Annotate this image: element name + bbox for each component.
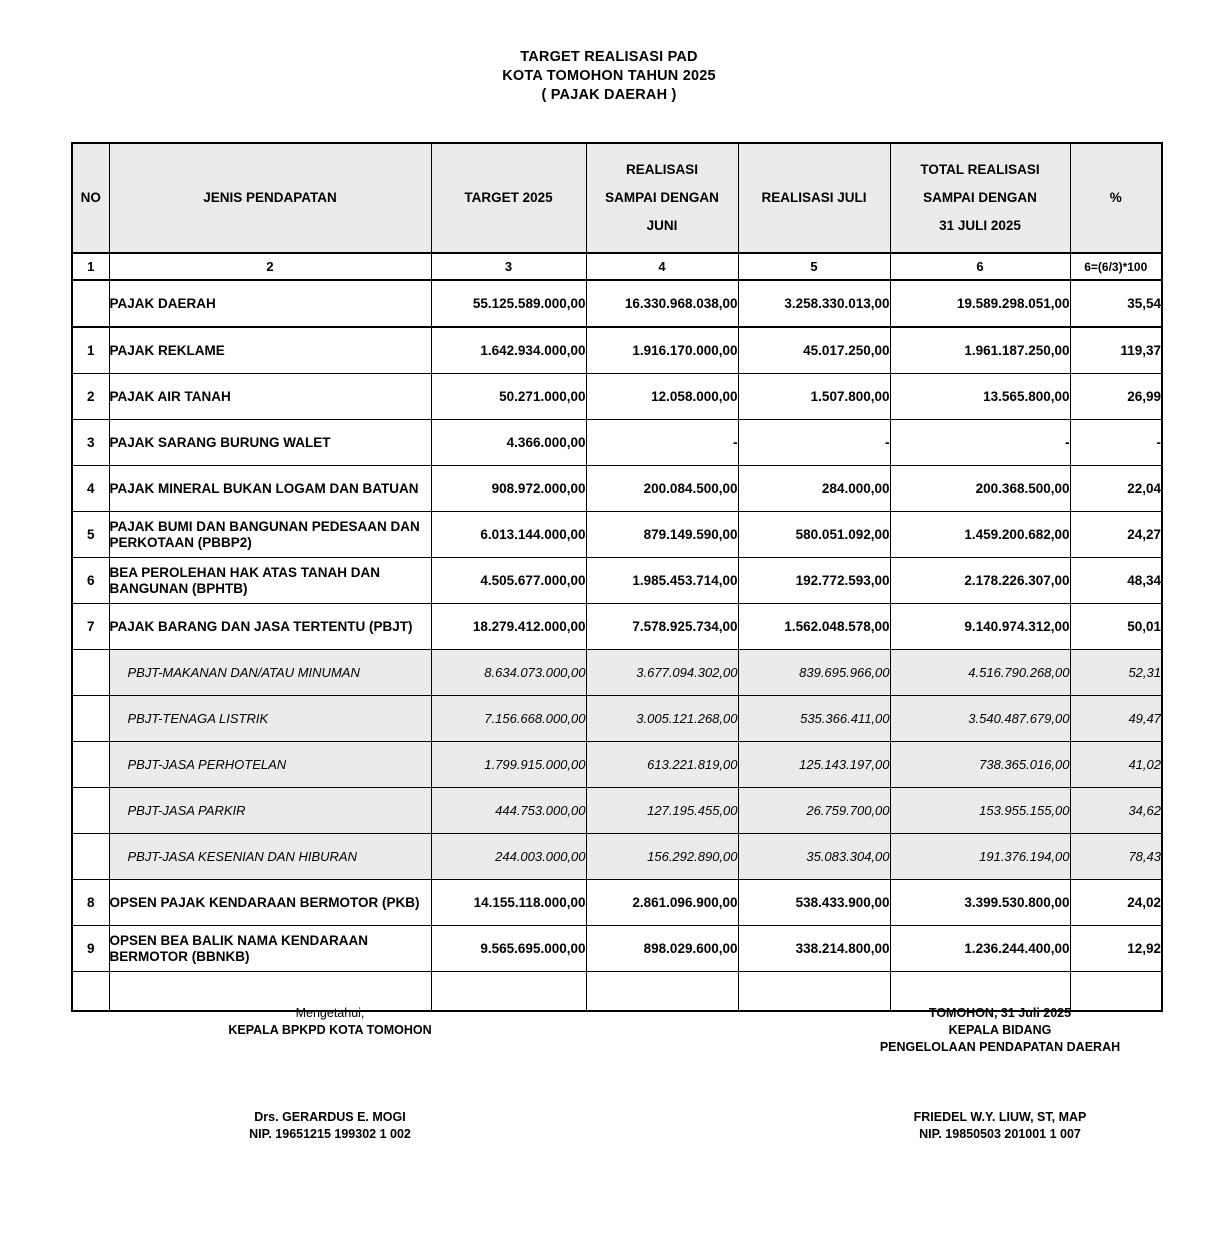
header-realisasi-juni-l1: REALISASI: [625, 162, 698, 177]
header-no: NO: [72, 143, 109, 253]
cell-no: 1: [72, 327, 109, 374]
cell-percent: 119,37: [1070, 327, 1162, 374]
signature-right: [830, 1005, 1170, 1143]
header-total-realisasi: [890, 143, 1070, 253]
cell-total-realisasi: 200.368.500,00: [890, 466, 1070, 512]
cell-jenis-pendapatan: PAJAK BUMI DAN BANGUNAN PEDESAAN DAN PERKOTAAN (PBBP2): [109, 512, 431, 558]
cell-total-realisasi: 1.961.187.250,00: [890, 327, 1070, 374]
signature-left-name-block: [155, 1109, 505, 1143]
cell-percent: 35,54: [1070, 280, 1162, 327]
cell-total-realisasi: 19.589.298.051,00: [890, 280, 1070, 327]
cell-jenis-pendapatan: PAJAK SARANG BURUNG WALET: [109, 420, 431, 466]
colnum-total: 6: [890, 253, 1070, 280]
cell-realisasi-juli: 1.562.048.578,00: [738, 604, 890, 650]
title-line-1: TARGET REALISASI PAD: [520, 49, 698, 65]
cell-realisasi-juni: 3.677.094.302,00: [586, 650, 738, 696]
cell-no: 2: [72, 374, 109, 420]
cell-total-realisasi: 3.399.530.800,00: [890, 880, 1070, 926]
cell-jenis-pendapatan: BEA PEROLEHAN HAK ATAS TANAH DAN BANGUNAN (BPHTB): [109, 558, 431, 604]
cell-total-realisasi: 4.516.790.268,00: [890, 650, 1070, 696]
cell-percent: 49,47: [1070, 696, 1162, 742]
cell-jenis-pendapatan: PAJAK DAERAH: [109, 280, 431, 327]
table-row: [72, 420, 1162, 466]
table-row: [72, 880, 1162, 926]
cell-total-realisasi: 3.540.487.679,00: [890, 696, 1070, 742]
table-row: [72, 742, 1162, 788]
header-realisasi-juni: [586, 143, 738, 253]
table-row: [72, 788, 1162, 834]
table-body: [72, 280, 1162, 1011]
cell-realisasi-juli: 535.366.411,00: [738, 696, 890, 742]
cell-no: 7: [72, 604, 109, 650]
cell-realisasi-juli: 338.214.800,00: [738, 926, 890, 972]
table-row: [72, 327, 1162, 374]
header-realisasi-juli: REALISASI JULI: [738, 143, 890, 253]
cell-percent: 50,01: [1070, 604, 1162, 650]
cell-jenis-pendapatan: PBJT-TENAGA LISTRIK: [109, 696, 431, 742]
cell-total-realisasi: 153.955.155,00: [890, 788, 1070, 834]
cell-no: 5: [72, 512, 109, 558]
table-row: [72, 280, 1162, 327]
cell-jenis-pendapatan: PBJT-JASA PERHOTELAN: [109, 742, 431, 788]
cell-percent: 34,62: [1070, 788, 1162, 834]
cell-realisasi-juni: 12.058.000,00: [586, 374, 738, 420]
cell-target: 244.003.000,00: [431, 834, 586, 880]
cell-percent: 41,02: [1070, 742, 1162, 788]
pad-realization-table: [71, 142, 1163, 1012]
cell-total-realisasi: 13.565.800,00: [890, 374, 1070, 420]
cell-realisasi-juli: 3.258.330.013,00: [738, 280, 890, 327]
cell-percent: -: [1070, 420, 1162, 466]
cell-total-realisasi: 191.376.194,00: [890, 834, 1070, 880]
cell-target: 6.013.144.000,00: [431, 512, 586, 558]
colnum-juni: 4: [586, 253, 738, 280]
cell-realisasi-juni: -: [586, 420, 738, 466]
table-header: [72, 143, 1162, 280]
table-row: [72, 374, 1162, 420]
header-jenis-pendapatan: JENIS PENDAPATAN: [109, 143, 431, 253]
signature-right-line2: KEPALA BIDANG: [948, 1023, 1052, 1037]
cell-percent: 48,34: [1070, 558, 1162, 604]
cell-no: 8: [72, 880, 109, 926]
cell-percent: 12,92: [1070, 926, 1162, 972]
cell-total-realisasi: -: [890, 420, 1070, 466]
cell-no: [72, 834, 109, 880]
cell-target: 1.799.915.000,00: [431, 742, 586, 788]
cell-jenis-pendapatan: PAJAK MINERAL BUKAN LOGAM DAN BATUAN: [109, 466, 431, 512]
header-realisasi-juni-l3: JUNI: [646, 218, 678, 233]
cell-percent: 52,31: [1070, 650, 1162, 696]
colnum-juli: 5: [738, 253, 890, 280]
document-title-block: [0, 0, 1218, 105]
cell-jenis-pendapatan: PBJT-JASA KESENIAN DAN HIBURAN: [109, 834, 431, 880]
cell-no: 4: [72, 466, 109, 512]
header-total-realisasi-l3: 31 JULI 2025: [939, 218, 1021, 233]
cell-realisasi-juni: 200.084.500,00: [586, 466, 738, 512]
cell-realisasi-juli: 839.695.966,00: [738, 650, 890, 696]
cell-target: 8.634.073.000,00: [431, 650, 586, 696]
cell-total-realisasi: 9.140.974.312,00: [890, 604, 1070, 650]
cell-no: [72, 280, 109, 327]
cell-target: 14.155.118.000,00: [431, 880, 586, 926]
signature-left-name: Drs. GERARDUS E. MOGI: [254, 1110, 406, 1124]
cell-realisasi-juni: 156.292.890,00: [586, 834, 738, 880]
cell-realisasi-juli: 1.507.800,00: [738, 374, 890, 420]
cell-realisasi-juli: 45.017.250,00: [738, 327, 890, 374]
cell-target: 9.565.695.000,00: [431, 926, 586, 972]
signature-left-line1: Mengetahui,: [295, 1006, 365, 1020]
header-percent: %: [1070, 143, 1162, 253]
cell-realisasi-juni: 7.578.925.734,00: [586, 604, 738, 650]
cell-no: 3: [72, 420, 109, 466]
cell-percent: 78,43: [1070, 834, 1162, 880]
table-row: [72, 650, 1162, 696]
signature-right-name-block: [830, 1109, 1170, 1143]
table-row: [72, 696, 1162, 742]
signature-left-line2: KEPALA BPKPD KOTA TOMOHON: [228, 1023, 432, 1037]
report-table-wrapper: [71, 142, 1161, 1012]
signature-left: [155, 1005, 505, 1143]
cell-total-realisasi: 1.236.244.400,00: [890, 926, 1070, 972]
cell-jenis-pendapatan: OPSEN PAJAK KENDARAAN BERMOTOR (PKB): [109, 880, 431, 926]
cell-realisasi-juli: -: [738, 420, 890, 466]
cell-jenis-pendapatan: PAJAK REKLAME: [109, 327, 431, 374]
title-line-2: KOTA TOMOHON TAHUN 2025: [502, 68, 716, 84]
cell-realisasi-juni: 879.149.590,00: [586, 512, 738, 558]
cell-total-realisasi: 738.365.016,00: [890, 742, 1070, 788]
header-total-realisasi-l2: SAMPAI DENGAN: [923, 190, 1037, 205]
signature-left-nip: NIP. 19651215 199302 1 002: [249, 1127, 411, 1141]
table-row: [72, 512, 1162, 558]
colnum-name: 2: [109, 253, 431, 280]
cell-realisasi-juni: 127.195.455,00: [586, 788, 738, 834]
cell-jenis-pendapatan: PAJAK AIR TANAH: [109, 374, 431, 420]
cell-realisasi-juni: [586, 972, 738, 1012]
cell-realisasi-juni: 613.221.819,00: [586, 742, 738, 788]
cell-realisasi-juli: 580.051.092,00: [738, 512, 890, 558]
cell-target: 50.271.000,00: [431, 374, 586, 420]
cell-realisasi-juni: 898.029.600,00: [586, 926, 738, 972]
cell-target: 1.642.934.000,00: [431, 327, 586, 374]
cell-no: [72, 788, 109, 834]
table-row: [72, 558, 1162, 604]
cell-no: [72, 650, 109, 696]
cell-realisasi-juni: 2.861.096.900,00: [586, 880, 738, 926]
cell-realisasi-juli: 125.143.197,00: [738, 742, 890, 788]
title-line-3: ( PAJAK DAERAH ): [541, 87, 677, 103]
cell-realisasi-juli: 26.759.700,00: [738, 788, 890, 834]
cell-jenis-pendapatan: PBJT-JASA PARKIR: [109, 788, 431, 834]
cell-total-realisasi: 2.178.226.307,00: [890, 558, 1070, 604]
signature-right-nip: NIP. 19850503 201001 1 007: [919, 1127, 1081, 1141]
cell-realisasi-juli: 35.083.304,00: [738, 834, 890, 880]
cell-jenis-pendapatan: OPSEN BEA BALIK NAMA KENDARAAN BERMOTOR (BBNKB): [109, 926, 431, 972]
signature-right-name: FRIEDEL W.Y. LIUW, ST, MAP: [913, 1110, 1087, 1124]
cell-no: [72, 742, 109, 788]
cell-percent: 22,04: [1070, 466, 1162, 512]
cell-no: 9: [72, 926, 109, 972]
cell-target: 908.972.000,00: [431, 466, 586, 512]
cell-realisasi-juli: 284.000,00: [738, 466, 890, 512]
table-row: [72, 466, 1162, 512]
cell-jenis-pendapatan: PAJAK BARANG DAN JASA TERTENTU (PBJT): [109, 604, 431, 650]
cell-realisasi-juni: 16.330.968.038,00: [586, 280, 738, 327]
cell-no: [72, 972, 109, 1012]
cell-target: 444.753.000,00: [431, 788, 586, 834]
cell-realisasi-juni: 1.985.453.714,00: [586, 558, 738, 604]
cell-realisasi-juni: 1.916.170.000,00: [586, 327, 738, 374]
signature-right-line1: TOMOHON, 31 Juli 2025: [928, 1006, 1072, 1020]
header-target-2025: TARGET 2025: [431, 143, 586, 253]
colnum-percent: 6=(6/3)*100: [1070, 253, 1162, 280]
cell-jenis-pendapatan: PBJT-MAKANAN DAN/ATAU MINUMAN: [109, 650, 431, 696]
header-realisasi-juni-l2: SAMPAI DENGAN: [605, 190, 719, 205]
table-row: [72, 926, 1162, 972]
cell-percent: 24,02: [1070, 880, 1162, 926]
cell-percent: 24,27: [1070, 512, 1162, 558]
cell-realisasi-juli: 192.772.593,00: [738, 558, 890, 604]
cell-target: 4.366.000,00: [431, 420, 586, 466]
header-row-labels: [72, 143, 1162, 253]
header-total-realisasi-l1: TOTAL REALISASI: [920, 162, 1040, 177]
cell-target: 18.279.412.000,00: [431, 604, 586, 650]
header-row-column-numbers: [72, 253, 1162, 280]
cell-total-realisasi: 1.459.200.682,00: [890, 512, 1070, 558]
cell-target: 4.505.677.000,00: [431, 558, 586, 604]
cell-target: 55.125.589.000,00: [431, 280, 586, 327]
cell-percent: 26,99: [1070, 374, 1162, 420]
table-row: [72, 834, 1162, 880]
colnum-target: 3: [431, 253, 586, 280]
cell-realisasi-juni: 3.005.121.268,00: [586, 696, 738, 742]
cell-target: 7.156.668.000,00: [431, 696, 586, 742]
signature-right-line3: PENGELOLAAN PENDAPATAN DAERAH: [879, 1040, 1121, 1054]
cell-no: [72, 696, 109, 742]
table-row: [72, 604, 1162, 650]
cell-realisasi-juli: 538.433.900,00: [738, 880, 890, 926]
cell-no: 6: [72, 558, 109, 604]
colnum-no: 1: [72, 253, 109, 280]
